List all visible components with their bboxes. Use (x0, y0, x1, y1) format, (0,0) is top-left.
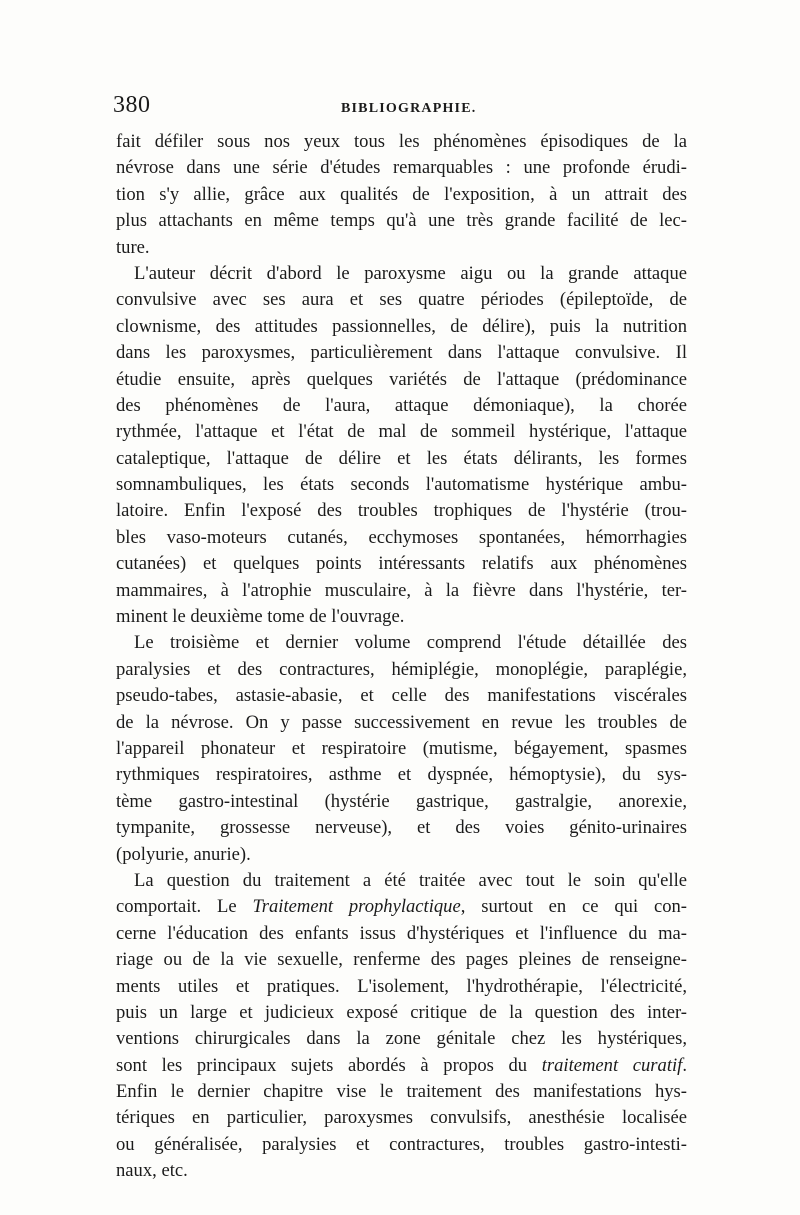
text-line: rythmée, l'attaque et l'état de mal de sommeil hystérique, l'attaque (116, 421, 687, 443)
text-line: (polyurie, anurie). (116, 843, 251, 865)
text-line: plus attachants en même temps qu'à une très grande facilité de lec- (116, 210, 687, 232)
page-header (113, 92, 693, 122)
text-line: de la névrose. On y passe successivement en revue les troubles de (116, 711, 687, 733)
text-line: Enfin le dernier chapitre vise le traitement des manifestations hys- (116, 1081, 687, 1103)
text-line: cerne l'éducation des enfants issus d'hystériques et l'influence du ma- (116, 922, 687, 944)
text-line: somnambuliques, les états seconds l'automatisme hystérique ambu- (116, 474, 687, 496)
text-line: des phénomènes de l'aura, attaque démoniaque), la chorée (116, 394, 687, 416)
text-line: étudie ensuite, après quelques variétés de l'attaque (prédominance (116, 368, 687, 390)
text-line: fait défiler sous nos yeux tous les phénomènes épisodiques de la (116, 131, 687, 152)
text-line: clownisme, des attitudes passionnelles, de délire), puis la nutrition (116, 315, 687, 337)
text-line: tème gastro-intestinal (hystérie gastrique, gastralgie, anorexie, (116, 790, 687, 812)
text-line: L'auteur décrit d'abord le paroxysme aigu ou la grande attaque (134, 262, 687, 284)
text-line: ou généralisée, paralysies et contractures, troubles gastro-intesti- (116, 1133, 687, 1155)
text-line: paralysies et des contractures, hémiplégie, monoplégie, paraplégie, (116, 658, 687, 680)
text-line: convulsive avec ses aura et ses quatre périodes (épileptoïde, de (116, 289, 687, 311)
text-line: tympanite, grossesse nerveuse), et des voies génito-urinaires (116, 817, 687, 839)
text-line: riage ou de la vie sexuelle, renferme des pages pleines de renseigne- (116, 949, 687, 971)
body-text (116, 129, 687, 1185)
italic-title: Traitement prophylactique (252, 896, 461, 918)
text-line: naux, etc. (116, 1160, 188, 1182)
text-line: La question du traitement a été traitée avec tout le soin qu'elle (134, 869, 687, 891)
text-line: tion s'y allie, grâce aux qualités de l'exposition, à un attrait des (116, 183, 687, 205)
text-segment: . (682, 1054, 687, 1076)
text-segment: , surtout en ce qui con- (460, 896, 687, 918)
text-line: latoire. Enfin l'exposé des troubles trophiques de l'hystérie (trou- (116, 500, 687, 522)
text-line: puis un large et judicieux exposé critique de la question des inter- (116, 1001, 687, 1023)
text-line: pseudo-tabes, astasie-abasie, et celle des manifestations viscérales (116, 685, 687, 707)
italic-title: traitement curatif (541, 1054, 683, 1076)
text-segment: comportait. Le (116, 896, 253, 918)
text-line: Le troisième et dernier volume comprend l'étude détaillée des (134, 632, 687, 654)
text-line: l'appareil phonateur et respiratoire (mutisme, bégayement, spasmes (116, 737, 687, 759)
text-line: mammaires, à l'atrophie musculaire, à la fièvre dans l'hystérie, ter- (116, 579, 687, 601)
text-line: ments utiles et pratiques. L'isolement, l'hydrothérapie, l'électricité, (116, 975, 687, 997)
text-line: tériques en particulier, paroxysmes convulsifs, anesthésie localisée (116, 1107, 687, 1129)
text-line: cutanées) et quelques points intéressants relatifs aux phénomènes (116, 553, 687, 575)
text-segment: sont les principaux sujets abordés à propos du (116, 1054, 542, 1076)
running-title: BIBLIOGRAPHIE. (341, 101, 477, 116)
text-line (116, 894, 687, 920)
text-line: bles vaso-moteurs cutanés, ecchymoses spontanées, hémorrhagies (116, 526, 687, 548)
text-line: ventions chirurgicales dans la zone génitale chez les hystériques, (116, 1028, 687, 1050)
page-number: 380 (113, 92, 151, 118)
text-line: rythmiques respiratoires, asthme et dyspnée, hémoptysie), du sys- (116, 764, 687, 786)
text-line: dans les paroxysmes, particulièrement dans l'attaque convulsive. Il (116, 342, 687, 364)
text-line: névrose dans une série d'études remarquables : une profonde érudi- (116, 157, 687, 179)
text-line: ture. (116, 236, 150, 258)
text-line (116, 1053, 687, 1079)
text-line: cataleptique, l'attaque de délire et les états délirants, les formes (116, 447, 687, 469)
text-line: minent le deuxième tome de l'ouvrage. (116, 606, 405, 628)
